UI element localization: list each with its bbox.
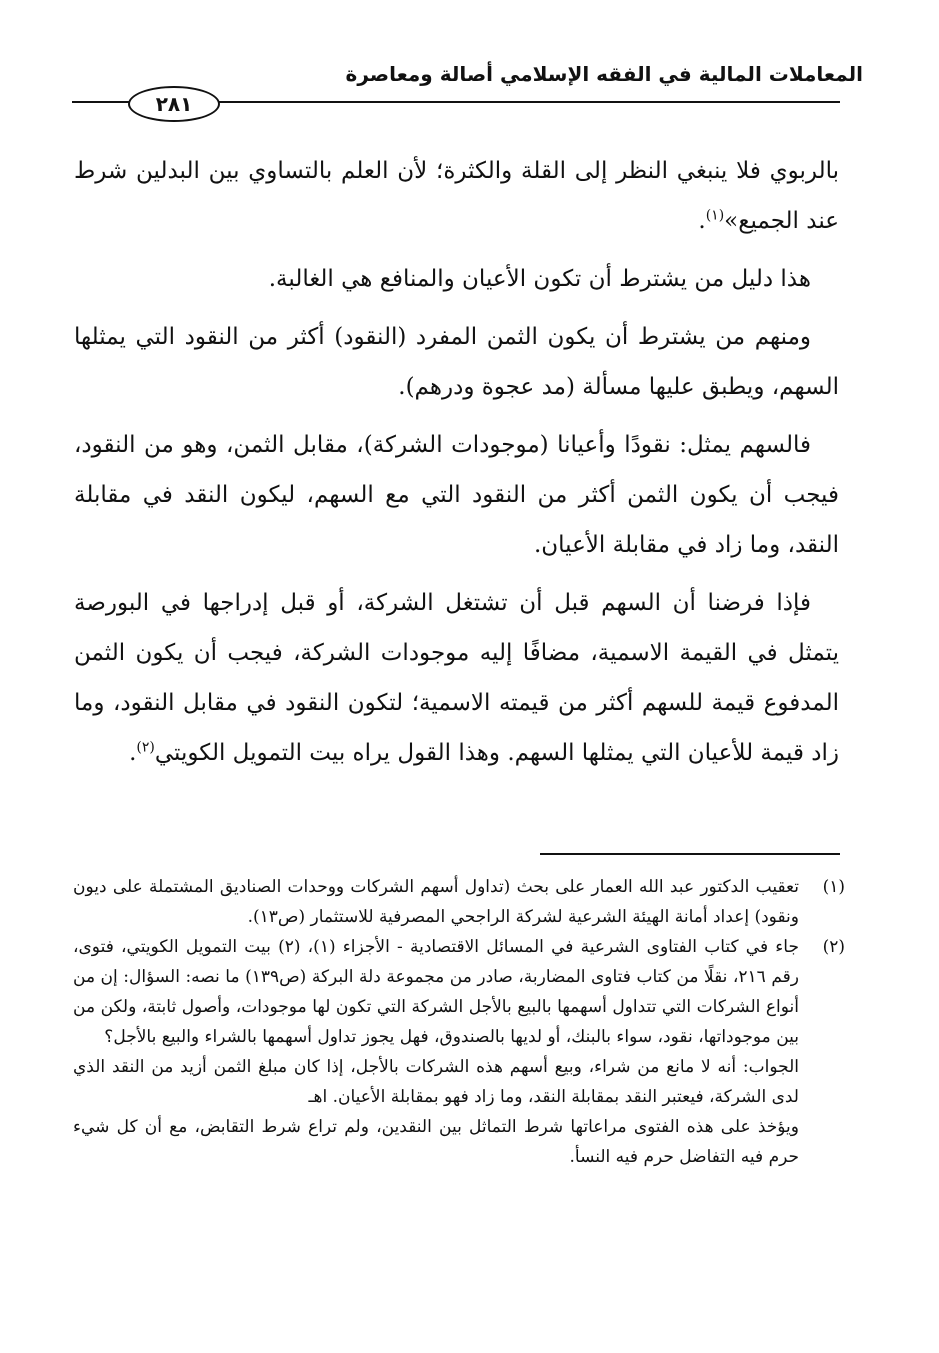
paragraph-3: ومنهم من يشترط أن يكون الثمن المفرد (النقود) أكثر من النقود التي يمثلها السهم، ويطبق عليها مسألة (مد عجوة ودرهم).: [74, 324, 839, 400]
footnote-2-body: [73, 932, 799, 1172]
paragraph-1-end: .: [698, 208, 706, 234]
paragraph-4: فالسهم يمثل: نقودًا وأعيانا (موجودات الشركة)، مقابل الثمن، وهو من النقود، فيجب أن يكون الثمن أكثر من النقود التي مع السهم، ليكون النقد في مقابلة النقد، وما زاد في مقابلة الأعيان.: [74, 432, 839, 558]
footnote-1-text: تعقيب الدكتور عبد الله العمار على بحث (تداول أسهم الشركات ووحدات الصناديق المشتملة على ديون ونقود) إعداد أمانة الهيئة الشرعية لشركة الراجحي المصرفية للاستثمار (ص١٣).: [73, 877, 799, 927]
footnote-2-text: جاء في كتاب الفتاوى الشرعية في المسائل الاقتصادية - الأجزاء (١)، (٢) بيت التمويل الكويتي، فتوى، رقم ٢١٦، نقلًا من كتاب فتاوى المضاربة، صادر من مجموعة دلة البركة (ص١٣٩) ما نصه: السؤال: إن من أنواع الشركات التي تتداول أسهمها بالبيع بالأجل الشركة التي تكون لها موجودات، وأصول ثابتة، ولكن من بين موجوداتها، نقود، سواء بالبنك، أو لديها بالصندوق، فهل يجوز تداول أسهمها بالشراء والبيع بالأجل؟: [73, 937, 799, 1047]
main-text: [74, 146, 839, 786]
footnote-2-answer: الجواب: أنه لا مانع من شراء، وبيع أسهم هذه الشركات بالأجل، إذا كان مبلغ الثمن أزيد من النقد الذي لدى الشركة، فيعتبر النقد بمقابلة النقد، وما زاد فهو بمقابلة الأعيان. اهـ: [73, 1057, 799, 1107]
footnote-1-body: [73, 872, 799, 932]
paragraph-1-text: بالربوي فلا ينبغي النظر إلى القلة والكثرة؛ لأن العلم بالتساوي بين البدلين شرط عند الجميع»: [74, 158, 839, 234]
running-header: المعاملات المالية في الفقه الإسلامي أصالة ومعاصرة: [345, 62, 863, 86]
footnote-1: [73, 872, 845, 932]
paragraph-1: [74, 146, 839, 246]
paragraph-5-text: فإذا فرضنا أن السهم قبل أن تشتغل الشركة، أو قبل إدراجها في البورصة يتمثل في القيمة الاسمية، مضافًا إليه موجودات الشركة، فيجب أن يكون الثمن المدفوع قيمة للسهم أكثر من قيمته الاسمية؛ لتكون النقود في مقابل النقود، وما زاد قيمة للأعيان التي يمثلها السهم. وهذا القول يراه بيت التمويل الكويتي: [74, 590, 839, 766]
paragraph-5-end: .: [129, 740, 137, 766]
footnote-2: [73, 932, 845, 1172]
footnote-ref-2: (٢): [136, 739, 155, 756]
footnote-separator: [540, 853, 840, 855]
footnote-2-number: (٢): [822, 937, 845, 957]
page-number: ٢٨١: [128, 86, 220, 122]
footnote-1-number: (١): [822, 877, 845, 897]
paragraph-5: [74, 578, 839, 778]
footnote-ref-1: (١): [705, 207, 725, 224]
paragraph-2: هذا دليل من يشترط أن تكون الأعيان والمنافع هي الغالبة.: [268, 266, 811, 292]
footnotes: [73, 872, 845, 1172]
footnote-2-note: ويؤخذ على هذه الفتوى مراعاتها شرط التماثل بين النقدين، ولم تراع شرط التقابض، مع أن كل شيء حرم فيه التفاضل حرم فيه النسأ.: [73, 1117, 799, 1167]
